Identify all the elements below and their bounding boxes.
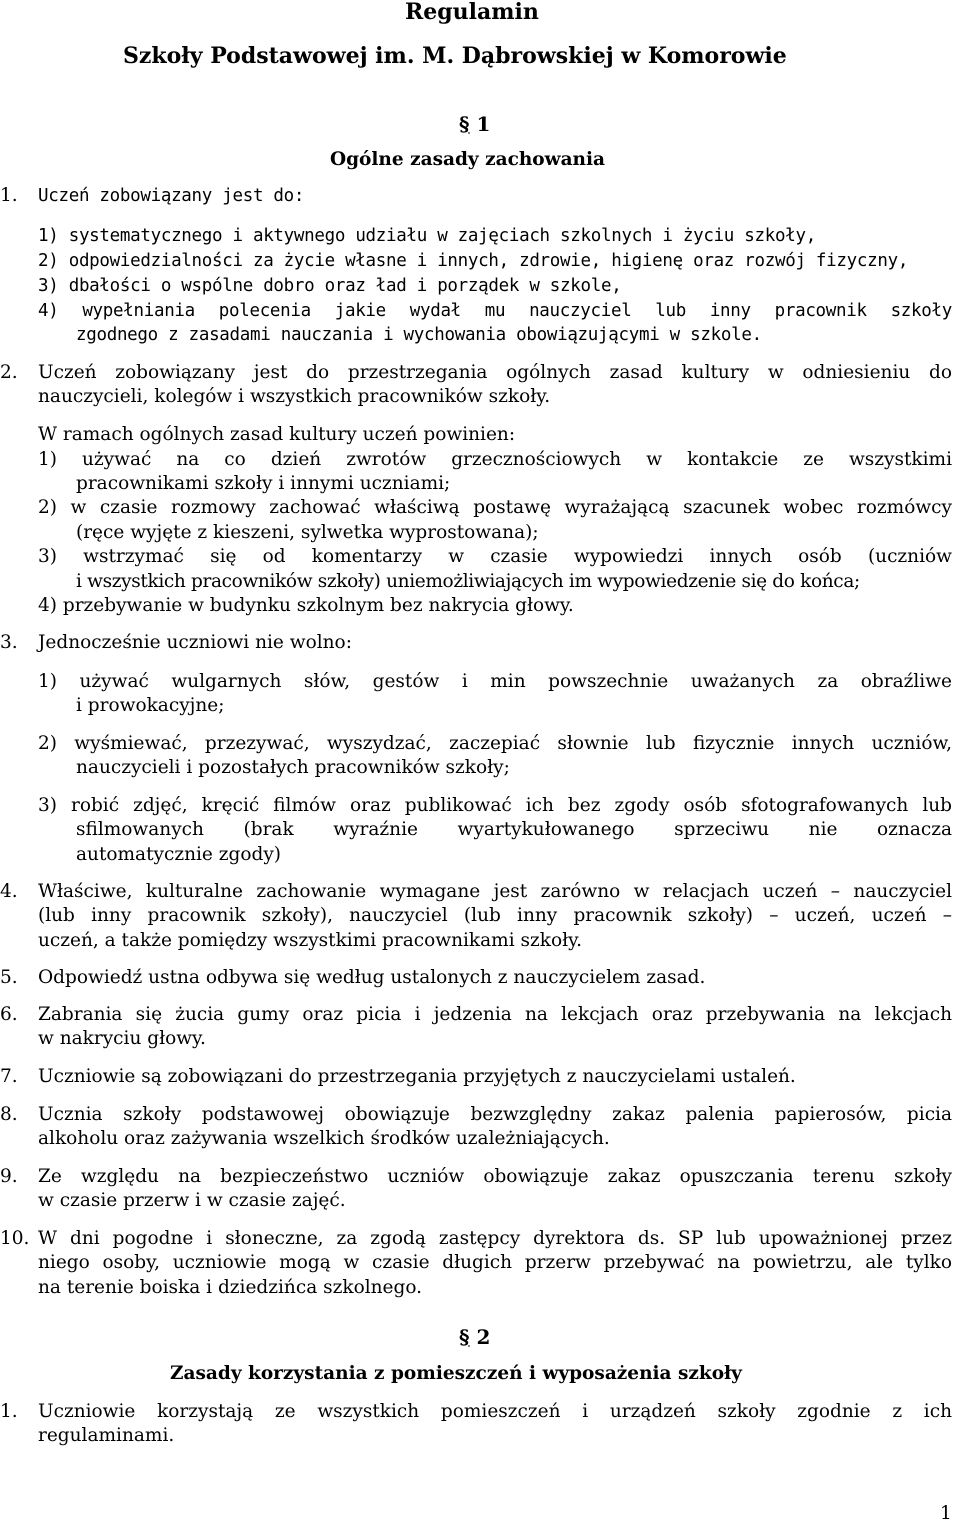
list-item: 3) dbałości o wspólne dobro oraz ład i porządek w szkole, bbox=[38, 276, 622, 296]
paragraph-line: regulaminami. bbox=[38, 1425, 175, 1446]
list-item: 4) wypełniania polecenia jakie wydał mu nauczyciel lub inny pracownik szkoły bbox=[38, 301, 952, 321]
section-2-heading: Zasady korzystania z pomieszczeń i wyposażenia szkoły bbox=[170, 1363, 742, 1384]
section-2-marker bbox=[459, 1325, 490, 1349]
page-number: 1 bbox=[940, 1503, 952, 1524]
section-number: 2 bbox=[476, 1325, 491, 1349]
paragraph-number: 8. bbox=[0, 1104, 18, 1125]
paragraph-number: 6. bbox=[0, 1004, 18, 1025]
section-1-marker bbox=[459, 112, 490, 136]
paragraph-number: 1. bbox=[0, 185, 18, 206]
paragraph-line: (lub inny pracownik szkoły), nauczyciel (lub inny pracownik szkoły) – uczeń, uczeń – bbox=[38, 905, 952, 926]
paragraph-line: Uczniowie korzystają ze wszystkich pomieszczeń i urządzeń szkoły zgodnie z ich bbox=[38, 1401, 952, 1422]
section-1-heading: Ogólne zasady zachowania bbox=[330, 149, 606, 170]
paragraph-line: W dni pogodne i słoneczne, za zgodą zastępcy dyrektora ds. SP lub upoważnionej przez bbox=[38, 1228, 952, 1249]
paragraph-number: 3. bbox=[0, 632, 18, 653]
paragraph-number: 9. bbox=[0, 1166, 18, 1187]
list-item-continuation: automatycznie zgody) bbox=[76, 844, 281, 865]
paragraph-line: alkoholu oraz zażywania wszelkich środków uzależniających. bbox=[38, 1128, 610, 1149]
list-item: 4) przebywanie w budynku szkolnym bez nakrycia głowy. bbox=[38, 595, 574, 616]
paragraph-number: 1. bbox=[0, 1401, 18, 1422]
list-item-continuation: i prowokacyjne; bbox=[76, 695, 225, 716]
list-item-continuation: sfilmowanych (brak wyraźnie wyartykułowanego sprzeciwu nie oznacza bbox=[76, 819, 952, 840]
section-symbol: § bbox=[459, 112, 470, 136]
list-item-continuation: i wszystkich pracowników szkoły) uniemożliwiających im wypowiedzenie się do końca; bbox=[76, 571, 860, 592]
list-item: 2) wyśmiewać, przezywać, wyszydzać, zaczepiać słownie lub fizycznie innych uczniów, bbox=[38, 733, 952, 754]
document-subtitle: Szkoły Podstawowej im. M. Dąbrowskiej w Komorowie bbox=[123, 43, 787, 69]
list-item-continuation: (ręce wyjęte z kieszeni, sylwetka wyprostowana); bbox=[76, 522, 539, 543]
list-item: 1) używać wulgarnych słów, gestów i min powszechnie uważanych za obraźliwe bbox=[38, 671, 952, 692]
paragraph-line: Uczniowie są zobowiązani do przestrzegania przyjętych z nauczycielami ustaleń. bbox=[38, 1066, 796, 1087]
paragraph-number: 5. bbox=[0, 967, 18, 988]
list-item-continuation: nauczycieli i pozostałych pracowników szkoły; bbox=[76, 757, 510, 778]
section-number: 1 bbox=[476, 112, 491, 136]
paragraph-line: Zabrania się żucia gumy oraz picia i jedzenia na lekcjach oraz przebywania na lekcjach bbox=[38, 1004, 952, 1025]
paragraph-line: niego osoby, uczniowie mogą w czasie długich przerw przebywać na powietrzu, ale tylko bbox=[38, 1252, 952, 1273]
list-item-continuation: zgodnego z zasadami nauczania i wychowania obowiązującymi w szkole. bbox=[76, 325, 762, 345]
paragraph-line: Uczeń zobowiązany jest do przestrzegania ogólnych zasad kultury w odniesieniu do bbox=[38, 362, 952, 383]
paragraph-line: w nakryciu głowy. bbox=[38, 1028, 206, 1049]
paragraph-line: nauczycieli, kolegów i wszystkich pracowników szkoły. bbox=[38, 386, 551, 407]
section-symbol: § bbox=[459, 1325, 470, 1349]
list-item: 1) systematycznego i aktywnego udziału w zajęciach szkolnych i życiu szkoły, bbox=[38, 226, 816, 246]
paragraph-line: Odpowiedź ustna odbywa się według ustalonych z nauczycielem zasad. bbox=[38, 967, 706, 988]
document-title: Regulamin bbox=[405, 0, 539, 25]
paragraph-line: na terenie boiska i dziedzińca szkolnego. bbox=[38, 1277, 423, 1298]
paragraph-subintro: W ramach ogólnych zasad kultury uczeń powinien: bbox=[38, 424, 516, 445]
paragraph-intro: Uczeń zobowiązany jest do: bbox=[38, 186, 305, 206]
list-item: 3) wstrzymać się od komentarzy w czasie wypowiedzi innych osób (uczniów bbox=[38, 546, 952, 567]
list-item: 2) w czasie rozmowy zachować właściwą postawę wyrażającą szacunek wobec rozmówcy bbox=[38, 497, 952, 518]
paragraph-line: w czasie przerw i w czasie zajęć. bbox=[38, 1190, 346, 1211]
paragraph-line: Ze względu na bezpieczeństwo uczniów obowiązuje zakaz opuszczania terenu szkoły bbox=[38, 1166, 952, 1187]
paragraph-line: Właściwe, kulturalne zachowanie wymagane jest zarówno w relacjach uczeń – nauczyciel bbox=[38, 881, 952, 902]
list-item: 3) robić zdjęć, kręcić filmów oraz publikować ich bez zgody osób sfotografowanych lub bbox=[38, 795, 952, 816]
paragraph-number: 4. bbox=[0, 881, 18, 902]
paragraph-line: Ucznia szkoły podstawowej obowiązuje bezwzględny zakaz palenia papierosów, picia bbox=[38, 1104, 952, 1125]
paragraph-intro: Jednocześnie uczniowi nie wolno: bbox=[38, 632, 352, 653]
paragraph-line: uczeń, a także pomiędzy wszystkimi pracownikami szkoły. bbox=[38, 930, 582, 951]
list-item: 1) używać na co dzień zwrotów grzecznościowych w kontakcie ze wszystkimi bbox=[38, 449, 952, 470]
paragraph-number: 2. bbox=[0, 362, 18, 383]
list-item: 2) odpowiedzialności za życie własne i innych, zdrowie, higienę oraz rozwój fizyczny, bbox=[38, 251, 909, 271]
paragraph-number: 10. bbox=[0, 1228, 30, 1249]
list-item-continuation: pracownikami szkoły i innymi uczniami; bbox=[76, 473, 451, 494]
paragraph-number: 7. bbox=[0, 1066, 18, 1087]
